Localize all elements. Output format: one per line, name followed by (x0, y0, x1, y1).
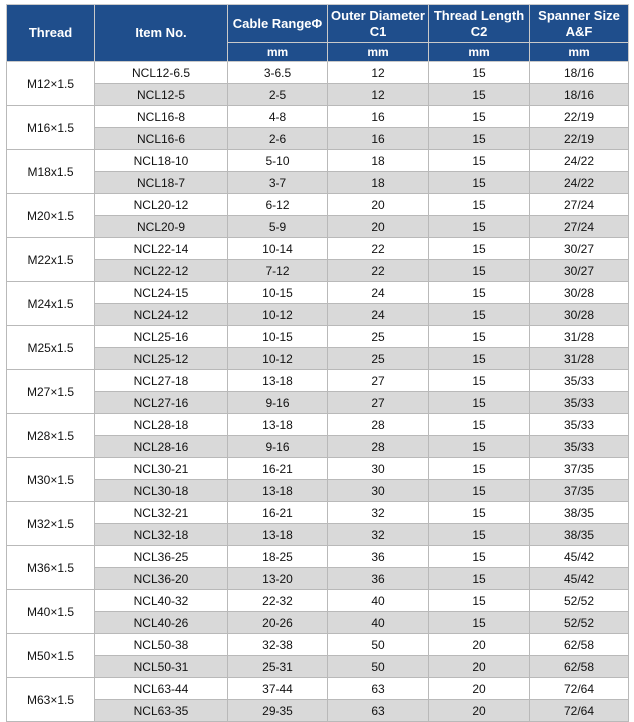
table-row (7, 414, 629, 436)
thread-length-cell: 15 (429, 172, 530, 194)
thread-length-cell: 15 (429, 128, 530, 150)
cable-range-cell: 10-12 (228, 348, 328, 370)
thread-cell: M32×1.5 (7, 502, 95, 546)
cable-range-cell: 5-10 (228, 150, 328, 172)
unit-outer-diameter: mm (328, 43, 429, 62)
outer-diameter-cell: 50 (328, 656, 429, 678)
item-no-cell: NCL18-7 (95, 172, 228, 194)
spanner-size-cell: 35/33 (530, 414, 629, 436)
spanner-size-cell: 31/28 (530, 348, 629, 370)
item-no-cell: NCL63-44 (95, 678, 228, 700)
outer-diameter-cell: 25 (328, 326, 429, 348)
cable-range-cell: 10-12 (228, 304, 328, 326)
table-row (7, 656, 629, 678)
spanner-size-cell: 30/27 (530, 260, 629, 282)
item-no-cell: NCL12-5 (95, 84, 228, 106)
spanner-size-cell: 27/24 (530, 216, 629, 238)
thread-length-cell: 15 (429, 216, 530, 238)
spanner-size-cell: 62/58 (530, 634, 629, 656)
cable-range-cell: 13-18 (228, 524, 328, 546)
item-no-cell: NCL30-21 (95, 458, 228, 480)
item-no-cell: NCL30-18 (95, 480, 228, 502)
spanner-size-cell: 38/35 (530, 524, 629, 546)
cable-range-cell: 25-31 (228, 656, 328, 678)
item-no-cell: NCL18-10 (95, 150, 228, 172)
spanner-size-cell: 37/35 (530, 458, 629, 480)
outer-diameter-cell: 12 (328, 84, 429, 106)
table-row (7, 480, 629, 502)
table-row (7, 84, 629, 106)
spanner-size-cell: 72/64 (530, 678, 629, 700)
table-row (7, 502, 629, 524)
outer-diameter-cell: 16 (328, 128, 429, 150)
spanner-size-cell: 52/52 (530, 612, 629, 634)
table-row (7, 370, 629, 392)
header-outer-diameter: Outer Diameter C1 (328, 5, 429, 43)
thread-cell: M36×1.5 (7, 546, 95, 590)
table-row (7, 524, 629, 546)
thread-length-cell: 15 (429, 238, 530, 260)
outer-diameter-cell: 18 (328, 172, 429, 194)
cable-range-cell: 13-18 (228, 480, 328, 502)
thread-length-cell: 20 (429, 656, 530, 678)
spanner-size-cell: 24/22 (530, 150, 629, 172)
cable-range-cell: 29-35 (228, 700, 328, 722)
cable-range-cell: 6-12 (228, 194, 328, 216)
cable-range-cell: 9-16 (228, 392, 328, 414)
thread-cell: M18x1.5 (7, 150, 95, 194)
thread-length-cell: 20 (429, 678, 530, 700)
thread-length-cell: 15 (429, 502, 530, 524)
cable-range-cell: 13-18 (228, 414, 328, 436)
outer-diameter-cell: 27 (328, 392, 429, 414)
item-no-cell: NCL16-8 (95, 106, 228, 128)
thread-cell: M63×1.5 (7, 678, 95, 722)
table-row (7, 392, 629, 414)
item-no-cell: NCL36-20 (95, 568, 228, 590)
item-no-cell: NCL25-16 (95, 326, 228, 348)
unit-thread-length: mm (429, 43, 530, 62)
thread-length-cell: 15 (429, 62, 530, 84)
outer-diameter-cell: 22 (328, 260, 429, 282)
spanner-size-cell: 45/42 (530, 546, 629, 568)
item-no-cell: NCL12-6.5 (95, 62, 228, 84)
thread-cell: M22x1.5 (7, 238, 95, 282)
thread-length-cell: 15 (429, 612, 530, 634)
item-no-cell: NCL40-26 (95, 612, 228, 634)
outer-diameter-cell: 32 (328, 502, 429, 524)
cable-range-cell: 5-9 (228, 216, 328, 238)
table-row (7, 304, 629, 326)
thread-length-cell: 15 (429, 106, 530, 128)
spanner-size-cell: 30/28 (530, 282, 629, 304)
thread-length-cell: 20 (429, 700, 530, 722)
item-no-cell: NCL50-38 (95, 634, 228, 656)
thread-length-cell: 15 (429, 546, 530, 568)
spanner-size-cell: 38/35 (530, 502, 629, 524)
item-no-cell: NCL63-35 (95, 700, 228, 722)
spanner-size-cell: 72/64 (530, 700, 629, 722)
cable-range-cell: 9-16 (228, 436, 328, 458)
outer-diameter-cell: 24 (328, 282, 429, 304)
thread-length-cell: 15 (429, 194, 530, 216)
spanner-size-cell: 62/58 (530, 656, 629, 678)
table-row (7, 172, 629, 194)
spanner-size-cell: 35/33 (530, 392, 629, 414)
outer-diameter-cell: 24 (328, 304, 429, 326)
outer-diameter-cell: 30 (328, 458, 429, 480)
header-cable-range: Cable RangeΦ (228, 5, 328, 43)
outer-diameter-cell: 50 (328, 634, 429, 656)
cable-range-cell: 22-32 (228, 590, 328, 612)
outer-diameter-cell: 40 (328, 612, 429, 634)
thread-cell: M28×1.5 (7, 414, 95, 458)
thread-cell: M24x1.5 (7, 282, 95, 326)
spanner-size-cell: 37/35 (530, 480, 629, 502)
thread-length-cell: 15 (429, 414, 530, 436)
thread-cell: M30×1.5 (7, 458, 95, 502)
header-item-no: Item No. (95, 5, 228, 62)
outer-diameter-cell: 28 (328, 414, 429, 436)
item-no-cell: NCL27-16 (95, 392, 228, 414)
spanner-size-cell: 35/33 (530, 436, 629, 458)
outer-diameter-cell: 63 (328, 678, 429, 700)
thread-length-cell: 15 (429, 326, 530, 348)
thread-length-cell: 15 (429, 348, 530, 370)
outer-diameter-cell: 32 (328, 524, 429, 546)
cable-range-cell: 20-26 (228, 612, 328, 634)
thread-length-cell: 15 (429, 282, 530, 304)
thread-cell: M25x1.5 (7, 326, 95, 370)
outer-diameter-cell: 12 (328, 62, 429, 84)
cable-range-cell: 7-12 (228, 260, 328, 282)
thread-length-cell: 20 (429, 634, 530, 656)
thread-cell: M50×1.5 (7, 634, 95, 678)
table-row (7, 546, 629, 568)
cable-range-cell: 10-14 (228, 238, 328, 260)
thread-cell: M27×1.5 (7, 370, 95, 414)
outer-diameter-cell: 25 (328, 348, 429, 370)
outer-diameter-cell: 16 (328, 106, 429, 128)
cable-range-cell: 10-15 (228, 326, 328, 348)
item-no-cell: NCL50-31 (95, 656, 228, 678)
table-row (7, 348, 629, 370)
cable-range-cell: 37-44 (228, 678, 328, 700)
table-row (7, 634, 629, 656)
table-row (7, 326, 629, 348)
item-no-cell: NCL36-25 (95, 546, 228, 568)
table-row (7, 150, 629, 172)
table-row (7, 194, 629, 216)
cable-range-cell: 10-15 (228, 282, 328, 304)
item-no-cell: NCL27-18 (95, 370, 228, 392)
table-row (7, 62, 629, 84)
cable-range-cell: 16-21 (228, 502, 328, 524)
item-no-cell: NCL28-16 (95, 436, 228, 458)
thread-length-cell: 15 (429, 304, 530, 326)
thread-cell: M20×1.5 (7, 194, 95, 238)
thread-length-cell: 15 (429, 370, 530, 392)
table-row (7, 568, 629, 590)
cable-range-cell: 2-6 (228, 128, 328, 150)
item-no-cell: NCL16-6 (95, 128, 228, 150)
outer-diameter-cell: 36 (328, 568, 429, 590)
thread-length-cell: 15 (429, 392, 530, 414)
spanner-size-cell: 18/16 (530, 84, 629, 106)
item-no-cell: NCL32-18 (95, 524, 228, 546)
cable-range-cell: 3-6.5 (228, 62, 328, 84)
outer-diameter-cell: 28 (328, 436, 429, 458)
cable-range-cell: 3-7 (228, 172, 328, 194)
header-spanner-size: Spanner Size A&F (530, 5, 629, 43)
table-header (7, 5, 629, 62)
table-row (7, 128, 629, 150)
spanner-size-cell: 18/16 (530, 62, 629, 84)
thread-length-cell: 15 (429, 590, 530, 612)
outer-diameter-cell: 36 (328, 546, 429, 568)
item-no-cell: NCL22-12 (95, 260, 228, 282)
outer-diameter-cell: 63 (328, 700, 429, 722)
item-no-cell: NCL28-18 (95, 414, 228, 436)
cable-range-cell: 18-25 (228, 546, 328, 568)
thread-length-cell: 15 (429, 84, 530, 106)
table-row (7, 436, 629, 458)
table-body (7, 62, 629, 722)
thread-length-cell: 15 (429, 150, 530, 172)
thread-length-cell: 15 (429, 458, 530, 480)
thread-length-cell: 15 (429, 436, 530, 458)
outer-diameter-cell: 27 (328, 370, 429, 392)
table-row (7, 678, 629, 700)
cable-range-cell: 32-38 (228, 634, 328, 656)
outer-diameter-cell: 20 (328, 216, 429, 238)
thread-cell: M16×1.5 (7, 106, 95, 150)
spanner-size-cell: 45/42 (530, 568, 629, 590)
item-no-cell: NCL24-15 (95, 282, 228, 304)
spanner-size-cell: 22/19 (530, 128, 629, 150)
outer-diameter-cell: 40 (328, 590, 429, 612)
header-thread: Thread (7, 5, 95, 62)
outer-diameter-cell: 18 (328, 150, 429, 172)
unit-cable-range: mm (228, 43, 328, 62)
outer-diameter-cell: 30 (328, 480, 429, 502)
thread-cell: M12×1.5 (7, 62, 95, 106)
table-row (7, 282, 629, 304)
unit-spanner-size: mm (530, 43, 629, 62)
cable-range-cell: 13-18 (228, 370, 328, 392)
table-row (7, 260, 629, 282)
spanner-size-cell: 52/52 (530, 590, 629, 612)
thread-length-cell: 15 (429, 524, 530, 546)
thread-cell: M40×1.5 (7, 590, 95, 634)
item-no-cell: NCL32-21 (95, 502, 228, 524)
thread-length-cell: 15 (429, 568, 530, 590)
spanner-size-cell: 27/24 (530, 194, 629, 216)
table-row (7, 458, 629, 480)
item-no-cell: NCL20-12 (95, 194, 228, 216)
spanner-size-cell: 30/27 (530, 238, 629, 260)
table-row (7, 216, 629, 238)
spanner-size-cell: 30/28 (530, 304, 629, 326)
item-no-cell: NCL24-12 (95, 304, 228, 326)
table-row (7, 590, 629, 612)
spanner-size-cell: 31/28 (530, 326, 629, 348)
table-row (7, 238, 629, 260)
spanner-size-cell: 22/19 (530, 106, 629, 128)
outer-diameter-cell: 22 (328, 238, 429, 260)
item-no-cell: NCL22-14 (95, 238, 228, 260)
thread-length-cell: 15 (429, 260, 530, 282)
table-row (7, 700, 629, 722)
cable-range-cell: 4-8 (228, 106, 328, 128)
item-no-cell: NCL20-9 (95, 216, 228, 238)
table-row (7, 106, 629, 128)
spanner-size-cell: 35/33 (530, 370, 629, 392)
header-thread-length: Thread Length C2 (429, 5, 530, 43)
thread-length-cell: 15 (429, 480, 530, 502)
outer-diameter-cell: 20 (328, 194, 429, 216)
spec-table (6, 4, 629, 722)
cable-range-cell: 2-5 (228, 84, 328, 106)
cable-range-cell: 13-20 (228, 568, 328, 590)
cable-range-cell: 16-21 (228, 458, 328, 480)
item-no-cell: NCL40-32 (95, 590, 228, 612)
table-row (7, 612, 629, 634)
item-no-cell: NCL25-12 (95, 348, 228, 370)
spanner-size-cell: 24/22 (530, 172, 629, 194)
